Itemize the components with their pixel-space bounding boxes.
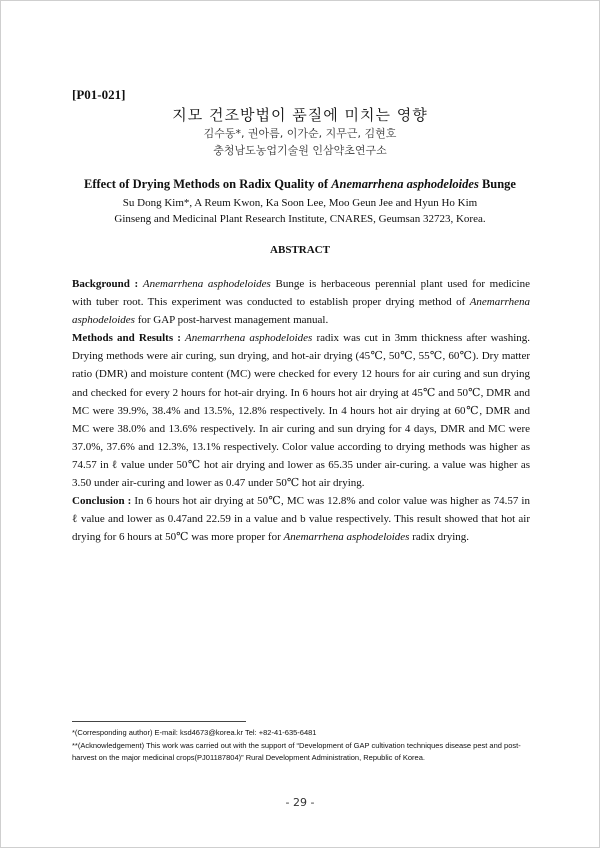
paper-code: [P01-021] — [72, 87, 126, 102]
page-border-top — [0, 0, 600, 1]
korean-title: 지모 건조방법이 품질에 미치는 영향 — [172, 106, 428, 124]
english-title-suffix: Bunge — [481, 177, 516, 191]
english-title — [0, 177, 600, 192]
abstract-heading: ABSTRACT — [270, 244, 330, 256]
english-authors: Su Dong Kim*, A Reum Kwon, Ka Soon Lee, Moo Geun Jee and Hyun Ho Kim — [122, 197, 478, 209]
english-title-prefix: Effect of Drying Methods on Radix Quality of — [84, 177, 329, 191]
conclusion-species: Anemarrhena asphodeloides — [283, 531, 410, 544]
conclusion-tail: radix drying. — [409, 531, 470, 544]
background-species: Anemarrhena asphodeloides — [142, 278, 271, 290]
english-title-species: Anemarrhena asphodeloides — [331, 177, 479, 191]
page-number: - 29 - — [285, 796, 315, 809]
korean-institution: 충청남도농업기술원 인삼약초연구소 — [213, 144, 387, 157]
footnote-corresponding-author: *(Corresponding author) E-mail: ksd4673@korea.kr Tel: +82-41-635-6481 — [72, 728, 317, 737]
background-paragraph — [72, 275, 530, 329]
abstract-body — [72, 275, 530, 546]
background-text2: for GAP post-harvest management manual. — [134, 314, 329, 327]
methods-label: Methods and Results : — [72, 332, 181, 345]
background-label: Background : — [72, 278, 139, 290]
footnote-acknowledgement: **(Acknowledgement) This work was carried out with the support of “Development of GAP cultivation techniques disease pest and post-harvest on the major medicinal crops(PJ01187804)” Rural Development Administration, Republic of Korea. — [72, 741, 521, 762]
conclusion-paragraph — [72, 492, 530, 546]
methods-species: Anemarrhena asphodeloides — [185, 332, 313, 345]
background-text1: Bunge is herbaceous perennial plant used for medicine with tuber root. This experiment was conducted to establish proper drying method of — [72, 278, 530, 309]
english-institution: Ginseng and Medicinal Plant Research Institute, CNARES, Geumsan 32723, Korea. — [114, 213, 486, 225]
background-species2: Anemarrhena asphodeloides — [72, 296, 530, 327]
conclusion-text: In 6 hours hot air drying at 50℃, MC was 12.8% and color value was higher as 74.57 in ℓ value and lower as 0.47and 22.59 in a value and b value respectively. This result showed that hot air drying for 6 hours at 50℃ was more proper for — [72, 495, 530, 544]
footnote-divider — [72, 721, 246, 722]
conclusion-label: Conclusion : — [72, 495, 132, 508]
korean-authors: 김수동*, 권아름, 이가순, 지무근, 김현호 — [203, 127, 397, 140]
methods-paragraph — [72, 329, 530, 492]
methods-text: radix was cut in 3mm thickness after washing. Drying methods were air curing, sun drying, and hot-air drying (45℃, 50℃, 55℃, 60℃). Dry matter ratio (DMR) and moisture content (MC) were checked for every 12 hours for air curing and sun drying and checked for every 2 hours for hot-air drying. In 6 hours hot air drying at 45℃ and 50℃, DMR and MC were 39.9%, 38.4% and 13.5%, 12.8% respectively. In 4 hours hot air drying at 60℃, DMR and MC were 38.0% and 13.6% respectively. In air curing and sun drying for 4 days, DMR and MC were 37.0%, 37.6% and 12.3%, 13.1% respectively. Color value according to drying methods was higher as 74.57 in ℓ value under 50℃ hot air drying and lower as 65.35 under air-curing. a value was higher as 3.50 under air-curing and lower as 0.47 under 50℃ hot air drying. — [72, 332, 530, 490]
